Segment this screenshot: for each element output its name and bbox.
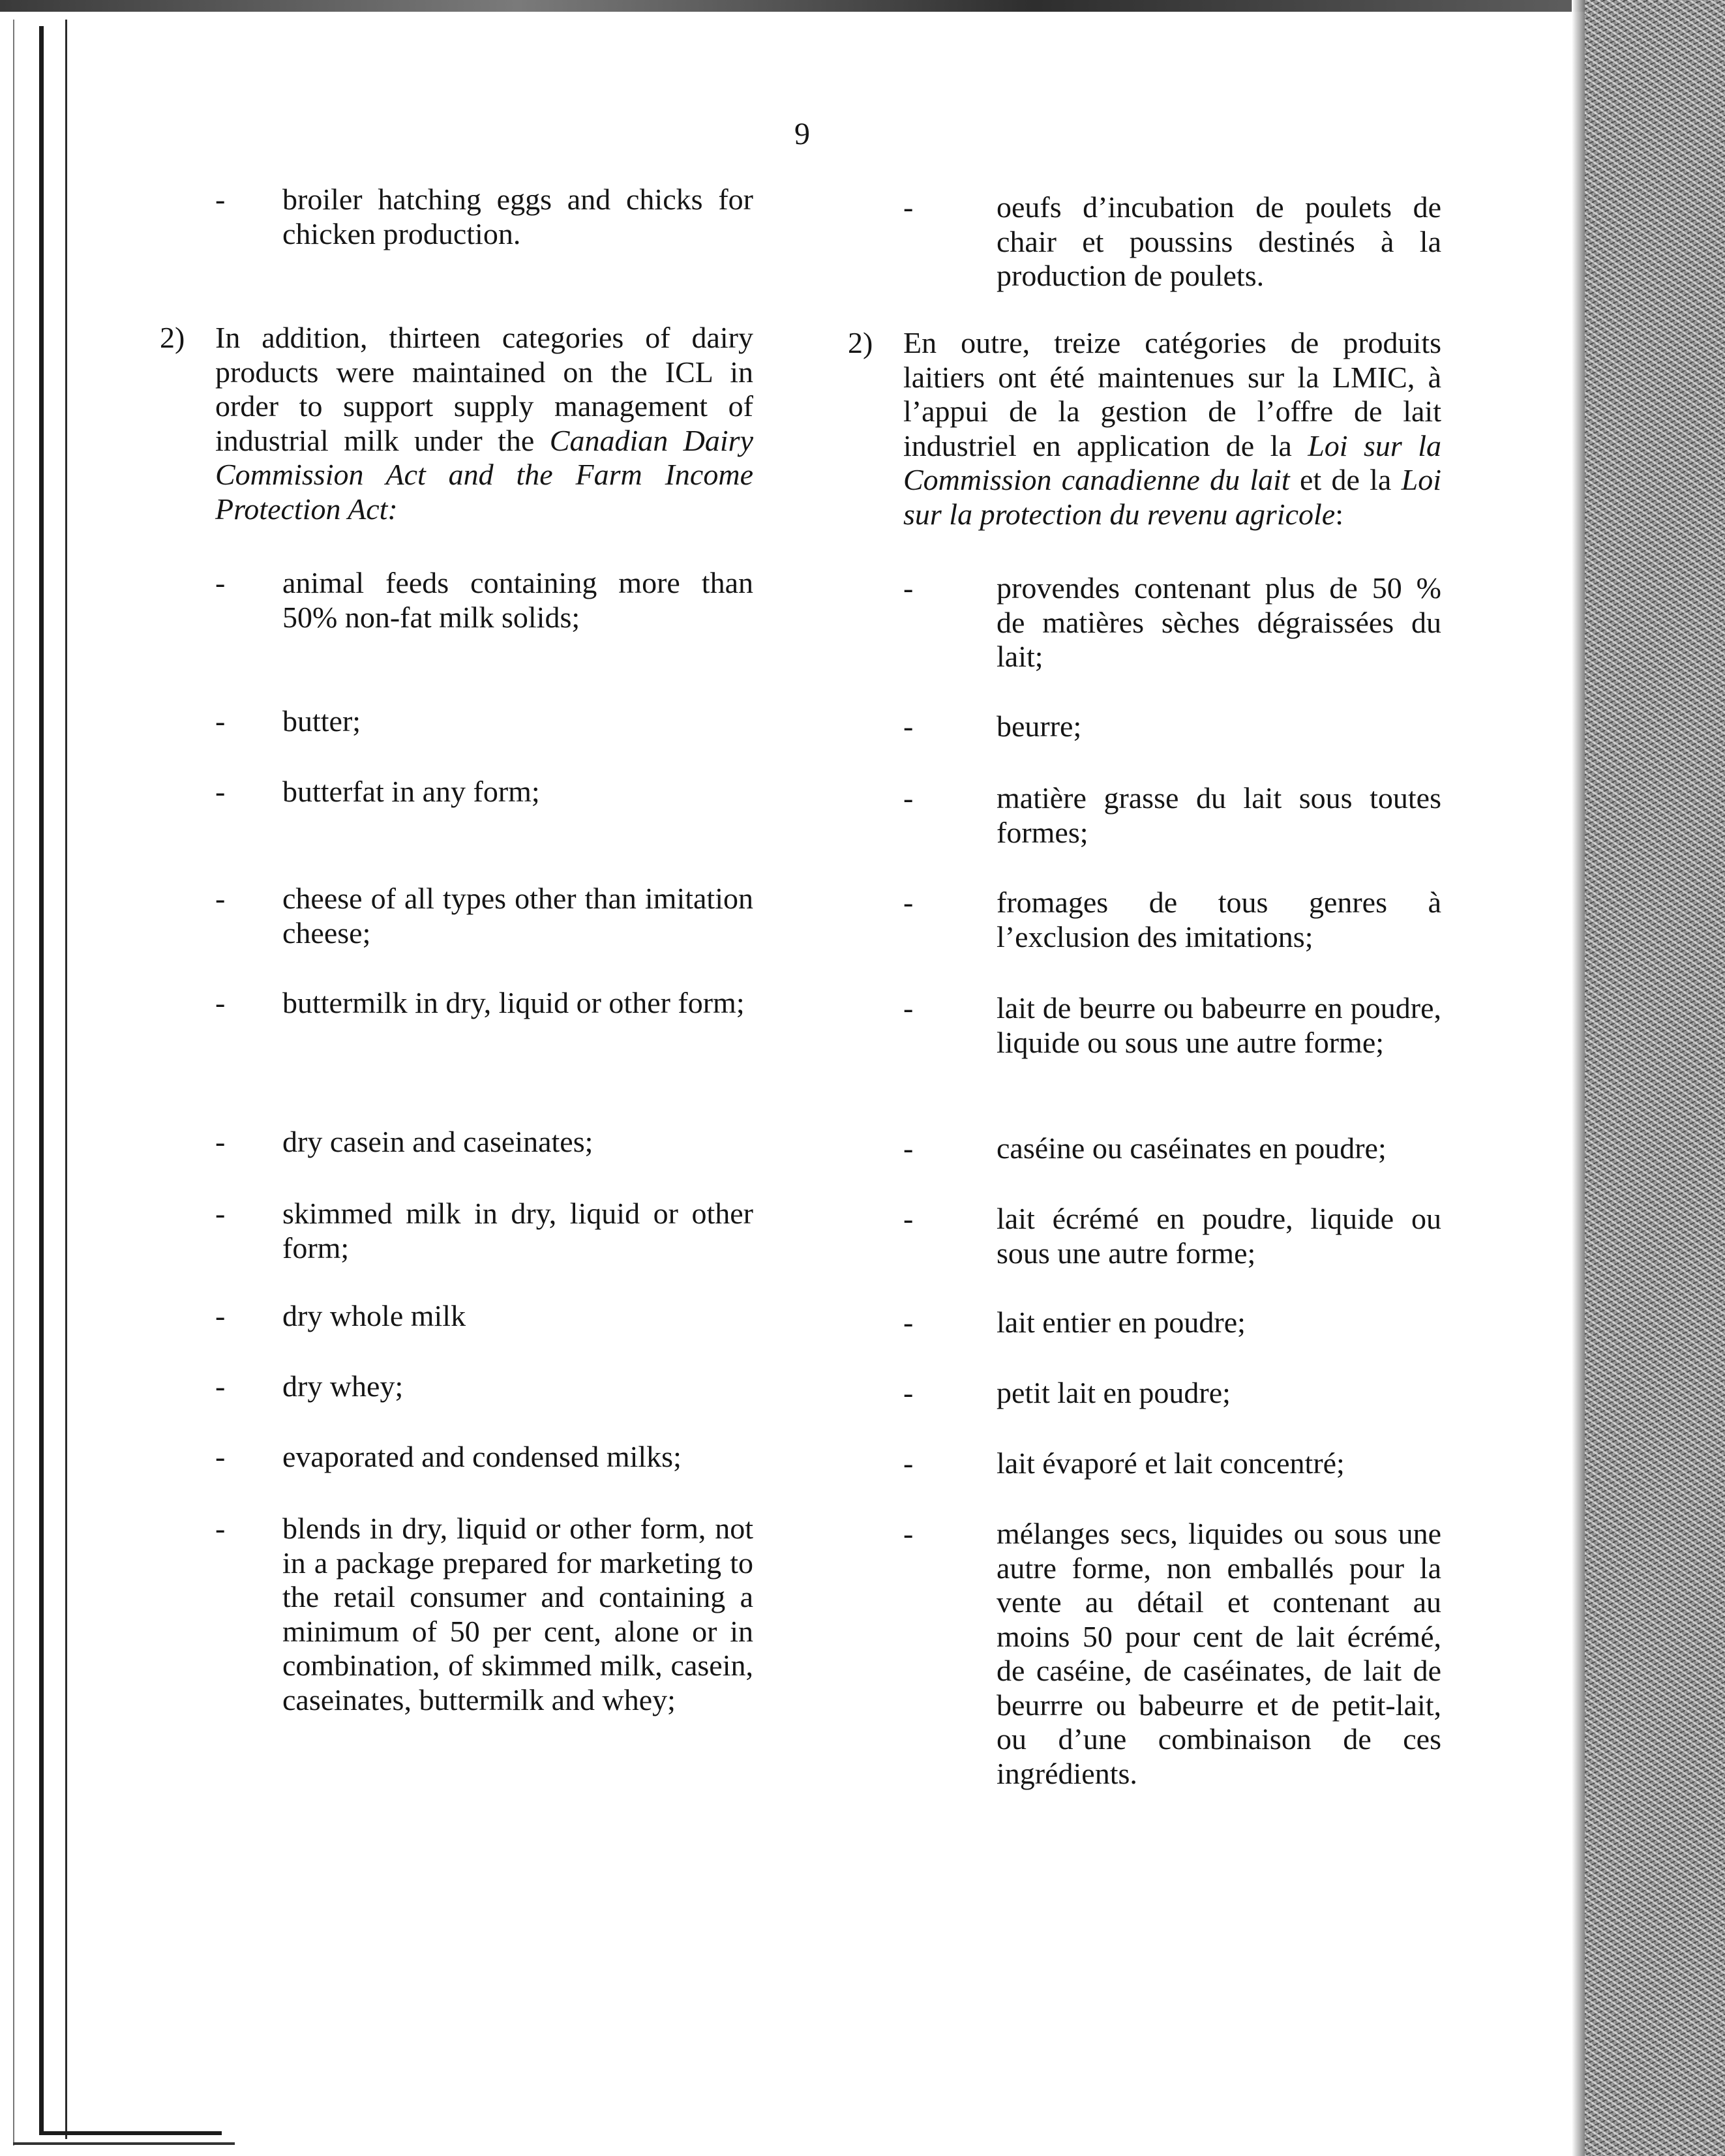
- item-text: lait de beurre ou babeurre en poudre, liquide ou sous une autre forme;: [997, 991, 1441, 1059]
- page-number: 9: [794, 117, 810, 151]
- item-text: broiler hatching eggs and chicks for chicken production.: [282, 183, 753, 250]
- dash-bullet: -: [215, 1125, 226, 1158]
- item-text: evaporated and condensed milks;: [282, 1440, 682, 1473]
- dash-bullet: -: [215, 566, 226, 599]
- dash-bullet: -: [215, 986, 226, 1019]
- dash-bullet: -: [215, 1299, 226, 1332]
- paragraph-number: 2): [160, 321, 185, 354]
- dash-bullet: -: [215, 183, 226, 216]
- item-text: oeufs d’incubation de poulets de chair et poussins destinés à la production de poulets.: [997, 190, 1441, 292]
- dash-bullet: -: [903, 1202, 914, 1235]
- dash-bullet: -: [903, 1376, 914, 1409]
- item-text: cheese of all types other than imitation cheese;: [282, 882, 753, 950]
- item-text: lait entier en poudre;: [997, 1306, 1246, 1339]
- item-text: blends in dry, liquid or other form, not in a package prepared for marketing to the retail consumer and containing a minimum of 50 per cent, alone or in combination, of skimmed milk, casein, caseinates, buttermilk and whey;: [282, 1512, 753, 1716]
- dash-bullet: -: [903, 1306, 914, 1339]
- item-text: mélanges secs, liquides ou sous une autre forme, non emballés pour la vente au détail et contenant au moins 50 pour cent de lait écrémé, de caséine, de caséinates, de lait de beurrre ou babeurre et de petit-lait, ou d’une combinaison de ces ingrédients.: [997, 1517, 1441, 1790]
- item-text: provendes contenant plus de 50 % de matières sèches dégraissées du lait;: [997, 571, 1441, 673]
- dash-bullet: -: [903, 190, 914, 224]
- binding-edge: [0, 0, 72, 2156]
- item-text: butter;: [282, 704, 361, 738]
- item-text: butterfat in any form;: [282, 775, 540, 808]
- dash-bullet: -: [903, 886, 914, 919]
- dash-bullet: -: [215, 1512, 226, 1545]
- dash-bullet: -: [903, 781, 914, 815]
- item-text: dry casein and caseinates;: [282, 1125, 593, 1158]
- dash-bullet: -: [903, 1517, 914, 1550]
- item-text: fromages de tous genres à l’exclusion des imitations;: [997, 886, 1441, 953]
- dash-bullet: -: [903, 571, 914, 605]
- dash-bullet: -: [215, 1440, 226, 1473]
- item-text: caséine ou caséinates en poudre;: [997, 1131, 1387, 1165]
- item-text: dry whole milk: [282, 1299, 466, 1332]
- paragraph-text: In addition, thirteen categories of dairy products were maintained on the ICL in order to support supply management of industrial milk under the Canadian Dairy Commission Act and the Farm Income Protection Act:: [215, 321, 753, 526]
- item-text: matière grasse du lait sous toutes formes;: [997, 781, 1441, 849]
- item-text: animal feeds containing more than 50% non-fat milk solids;: [282, 566, 753, 634]
- item-text: lait écrémé en poudre, liquide ou sous une autre forme;: [997, 1202, 1441, 1270]
- item-text: dry whey;: [282, 1370, 404, 1403]
- dash-bullet: -: [215, 882, 226, 915]
- item-text: beurre;: [997, 710, 1082, 743]
- paragraph-text: En outre, treize catégories de produits laitiers ont été maintenues sur la LMIC, à l’appui de la gestion de l’offre de lait industriel en application de la Loi sur la Commission canadienne du lait et de la Loi sur la protection du revenu agricole:: [903, 326, 1442, 531]
- dash-bullet: -: [215, 704, 226, 738]
- dash-bullet: -: [903, 710, 914, 743]
- paragraph-number: 2): [848, 326, 873, 359]
- scan-top-edge: [0, 0, 1725, 12]
- item-text: skimmed milk in dry, liquid or other form;: [282, 1197, 753, 1265]
- dash-bullet: -: [215, 1370, 226, 1403]
- dash-bullet: -: [215, 775, 226, 808]
- item-text: buttermilk in dry, liquid or other form;: [282, 986, 745, 1019]
- dash-bullet: -: [903, 1446, 914, 1480]
- item-text: petit lait en poudre;: [997, 1376, 1231, 1409]
- dash-bullet: -: [903, 1131, 914, 1165]
- scan-background-texture: [1585, 0, 1725, 2156]
- dash-bullet: -: [215, 1197, 226, 1230]
- item-text: lait évaporé et lait concentré;: [997, 1446, 1345, 1480]
- dash-bullet: -: [903, 991, 914, 1025]
